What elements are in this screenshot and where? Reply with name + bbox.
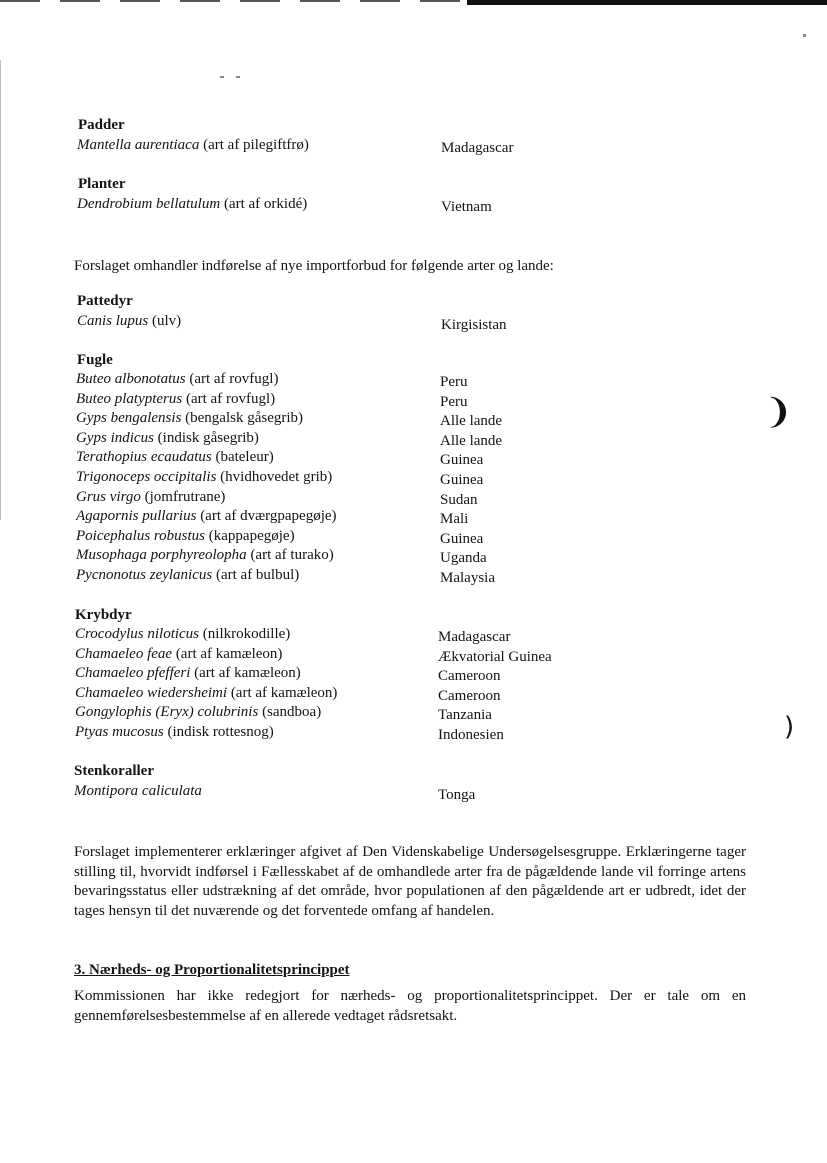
species-row: [0, 137, 827, 157]
species-latin-name: Dendrobium bellatulum: [77, 196, 221, 212]
species-row: [0, 391, 827, 411]
species-name: [75, 724, 274, 741]
species-latin-name: Gyps bengalensis: [76, 410, 182, 427]
group-heading: Krybdyr: [75, 607, 132, 623]
species-row: [0, 313, 827, 333]
species-common-name: (art af kamæleon): [227, 684, 338, 701]
species-common-name: (art af rovfugl): [185, 371, 279, 387]
species-row: [0, 528, 827, 548]
scan-top-border: [0, 0, 827, 6]
species-common-name: (art af kamæleon): [190, 665, 301, 681]
species-latin-name: Terathopius ecaudatus: [76, 449, 212, 466]
species-name: [76, 508, 337, 525]
species-row: [0, 547, 827, 567]
scan-dark-bar: [467, 0, 827, 5]
species-row: [0, 704, 827, 724]
country-name: Tonga: [438, 787, 476, 803]
species-latin-name: Chamaeleo feae: [75, 645, 173, 662]
group-heading: Fugle: [77, 352, 113, 368]
species-name: [76, 528, 295, 545]
species-row: [0, 508, 827, 528]
species-common-name: (art af orkidé): [220, 196, 308, 212]
species-name: [75, 685, 337, 702]
species-name: [77, 196, 307, 213]
species-name: [76, 391, 275, 408]
scan-speck: [803, 34, 806, 37]
species-row: [0, 430, 827, 450]
country-name: Sudan: [440, 491, 478, 508]
punch-hole-mark: ): [784, 712, 795, 742]
species-row: [0, 665, 827, 685]
species-row: [0, 410, 827, 430]
species-common-name: (indisk rottesnog): [163, 723, 274, 740]
country-name: Madagascar: [438, 629, 511, 645]
species-name: [76, 430, 259, 447]
species-row: [0, 371, 827, 391]
species-row: [0, 646, 827, 666]
species-common-name: (jomfrutrane): [140, 488, 226, 505]
species-latin-name: Ptyas mucosus: [75, 723, 164, 740]
country-name: Kirgisistan: [441, 317, 507, 333]
species-name: [76, 469, 332, 486]
species-common-name: (art af bulbul): [212, 567, 300, 583]
species-common-name: (bateleur): [211, 449, 274, 466]
country-name: Guinea: [440, 452, 484, 469]
species-row: [0, 449, 827, 469]
species-row: [0, 196, 827, 216]
species-latin-name: Poicephalus robustus: [76, 527, 206, 544]
species-name: [76, 410, 303, 427]
species-common-name: (kappapegøje): [205, 527, 295, 544]
species-latin-name: Crocodylus niloticus: [75, 626, 200, 642]
country-name: Peru: [440, 393, 468, 410]
species-common-name: (art af pilegiftfrø): [199, 137, 309, 153]
species-common-name: (art af turako): [246, 547, 334, 564]
species-latin-name: Mantella aurentiaca: [77, 137, 200, 153]
country-name: Malaysia: [440, 570, 495, 586]
species-name: [76, 547, 334, 564]
species-common-name: (bengalsk gåsegrib): [181, 410, 304, 427]
country-name: Guinea: [440, 530, 484, 547]
species-row: [0, 783, 827, 803]
country-name: Mali: [440, 511, 469, 528]
country-name: Ækvatorial Guinea: [438, 648, 552, 665]
species-latin-name: Agapornis pullarius: [76, 508, 197, 525]
country-name: Alle lande: [440, 432, 503, 449]
section-3-body: Kommissionen har ikke redegjort for nærheds- og proportionalitetsprincippet. Der er tale om en gennemførelsesbestemmelse af en allerede vedtaget rådsretsakt.: [74, 988, 746, 1024]
species-common-name: (art af rovfugl): [182, 390, 276, 407]
species-row: [0, 469, 827, 489]
implementation-paragraph: Forslaget implementerer erklæringer afgivet af Den Videnskabelige Undersøgelsesgruppe. Erklæringerne tager stilling til, hvorvidt indførsel i Fællesskabet af de omhandlede arter fra de pågældende lande vil forringe artens bevaringsstatus eller udstrækning af det område, hvor populationen af den pågældende art er udbredt, idet der tages hensyn til det nuværende og det forventede omfang af handelen.: [74, 844, 746, 919]
species-name: [75, 626, 290, 643]
species-common-name: (indisk gåsegrib): [153, 429, 259, 446]
country-name: Peru: [440, 374, 468, 390]
country-name: Uganda: [440, 550, 487, 567]
species-common-name: (art af kamæleon): [172, 645, 283, 662]
species-name: [74, 783, 202, 800]
species-latin-name: Buteo albonotatus: [76, 371, 186, 387]
species-name: [75, 704, 321, 721]
group-heading: Pattedyr: [77, 293, 133, 309]
country-name: Tanzania: [438, 707, 492, 723]
country-name: Guinea: [440, 472, 484, 488]
species-latin-name: Trigonoceps occipitalis: [76, 469, 217, 485]
country-name: Alle lande: [440, 413, 503, 430]
species-common-name: (hvidhovedet grib): [216, 469, 333, 485]
country-name: Vietnam: [441, 199, 492, 215]
species-row: [0, 626, 827, 646]
species-name: [76, 489, 225, 506]
scan-speck: [220, 76, 224, 78]
species-common-name: (art af dværgpapegøje): [196, 508, 337, 525]
species-latin-name: Chamaeleo wiedersheimi: [75, 684, 228, 701]
species-latin-name: Pycnonotus zeylanicus: [76, 567, 213, 583]
species-latin-name: Musophaga porphyreolopha: [76, 547, 247, 564]
group-heading: Planter: [78, 176, 126, 192]
country-name: Cameroon: [438, 687, 501, 704]
scan-speck: [236, 76, 240, 78]
species-row: [0, 489, 827, 509]
group-heading: Stenkoraller: [74, 763, 154, 779]
species-common-name: (nilkrokodille): [199, 626, 291, 642]
species-latin-name: Chamaeleo pfefferi: [75, 665, 191, 681]
section-3-title: 3. Nærheds- og Proportionalitetsprincippet: [74, 962, 350, 978]
species-name: [77, 137, 309, 154]
species-name: [76, 567, 299, 584]
species-latin-name: Grus virgo: [76, 488, 141, 505]
species-latin-name: Montipora caliculata: [74, 783, 202, 799]
species-common-name: (ulv): [148, 313, 182, 329]
country-name: Cameroon: [438, 668, 501, 684]
species-name: [76, 449, 274, 466]
species-common-name: (sandboa): [258, 704, 322, 720]
species-latin-name: Canis lupus: [77, 313, 149, 329]
group-heading: Padder: [78, 117, 125, 133]
species-latin-name: Gongylophis (Eryx) colubrinis: [75, 704, 259, 720]
species-name: [77, 313, 181, 330]
species-name: [76, 371, 278, 388]
species-row: [0, 567, 827, 587]
species-row: [0, 685, 827, 705]
species-latin-name: Buteo platypterus: [76, 390, 183, 407]
species-row: [0, 724, 827, 744]
species-latin-name: Gyps indicus: [76, 429, 154, 446]
intro-sentence: Forslaget omhandler indførelse af nye importforbud for følgende arter og lande:: [74, 258, 554, 274]
scan-dash-line: [0, 0, 470, 2]
country-name: Madagascar: [441, 140, 514, 156]
species-name: [75, 646, 282, 663]
punch-hole-mark: ❩: [764, 392, 793, 432]
country-name: Indonesien: [438, 726, 504, 743]
species-name: [75, 665, 301, 682]
